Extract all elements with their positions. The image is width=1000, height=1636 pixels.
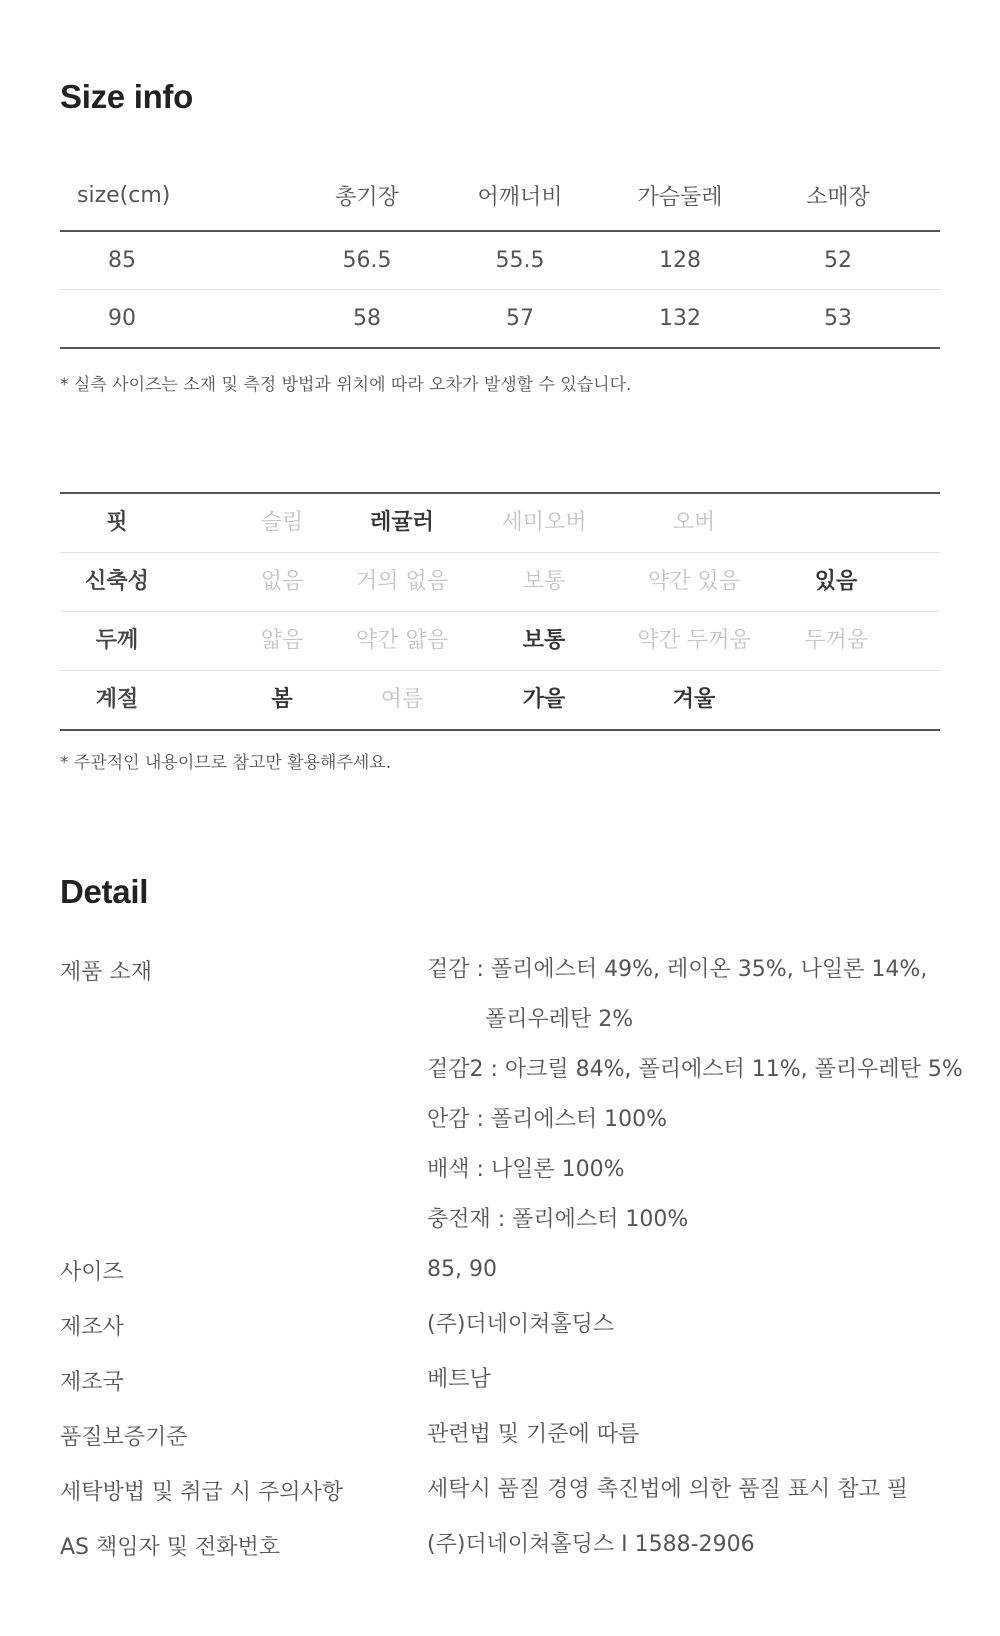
- detail-value: 겉감2 : 아크릴 84%, 폴리에스터 11%, 폴리우레탄 5%: [427, 1057, 963, 1082]
- size-table-header: [60, 160, 940, 232]
- header-size: size(cm): [77, 182, 171, 208]
- detail-row: [60, 1255, 940, 1310]
- detail-value: 겉감 : 폴리에스터 49%, 레이온 35%, 나일론 14%,: [427, 957, 928, 982]
- detail-row: [60, 955, 963, 1255]
- size-cell: 90: [108, 306, 136, 331]
- detail-values: [427, 1310, 940, 1365]
- detail-value: 폴리우레탄 2%: [485, 1007, 634, 1032]
- fit-option: 가을: [522, 687, 566, 712]
- detail-values: [427, 955, 963, 1255]
- value-cell: 56.5: [342, 248, 392, 273]
- fit-option: 오버: [672, 510, 716, 535]
- size-note: * 실측 사이즈는 소재 및 측정 방법과 위치에 따라 오차가 발생할 수 있습니다.: [60, 375, 632, 395]
- fit-option: 두꺼움: [804, 628, 868, 653]
- detail-key: 제품 소재: [60, 960, 153, 985]
- fit-option: 없음: [260, 569, 304, 594]
- detail-title: Detail: [60, 873, 149, 910]
- detail-key: 품질보증기준: [60, 1425, 188, 1450]
- detail-row: [60, 1310, 940, 1365]
- detail-row: [60, 1530, 940, 1585]
- detail-key: AS 책임자 및 전화번호: [60, 1535, 281, 1560]
- fit-option: 겨울: [672, 687, 716, 712]
- fit-row-label: 핏: [106, 510, 128, 535]
- fit-option: 보통: [522, 628, 566, 653]
- value-cell: 132: [659, 306, 701, 331]
- fit-option: 약간 있음: [647, 569, 740, 594]
- fit-option: [756, 671, 916, 729]
- detail-row: [60, 1420, 940, 1475]
- value-cell: 52: [824, 248, 852, 273]
- fit-option: 세미오버: [501, 510, 587, 535]
- table-row: [60, 232, 940, 290]
- fit-row: [60, 670, 940, 729]
- size-table: [60, 160, 940, 349]
- detail-key: 사이즈: [60, 1260, 124, 1285]
- fit-option: 슬림: [260, 510, 304, 535]
- fit-row-label: 두께: [95, 628, 139, 653]
- value-cell: 53: [824, 306, 852, 331]
- fit-option: 약간 두꺼움: [637, 628, 751, 653]
- detail-row: [60, 1475, 940, 1530]
- fit-option: 거의 없음: [355, 569, 448, 594]
- detail-value: 배색 : 나일론 100%: [427, 1157, 625, 1182]
- detail-value: 충전재 : 폴리에스터 100%: [427, 1207, 689, 1232]
- detail-values: [427, 1530, 940, 1585]
- detail-values: [427, 1475, 940, 1530]
- detail-key: 제조사: [60, 1315, 124, 1340]
- fit-option: 약간 얇음: [355, 628, 448, 653]
- header-total-length: 총기장: [335, 184, 399, 210]
- detail-values: [427, 1420, 940, 1475]
- fit-row-label: 계절: [95, 687, 139, 712]
- fit-row: [60, 494, 940, 552]
- header-sleeve: 소매장: [806, 184, 870, 210]
- size-info-title: Size info: [60, 78, 193, 115]
- detail-value: 베트남: [427, 1367, 491, 1392]
- value-cell: 55.5: [495, 248, 545, 273]
- detail-row: [60, 1365, 940, 1420]
- fit-option: 레귤러: [370, 510, 434, 535]
- fit-row: [60, 552, 940, 611]
- fit-chart: [60, 492, 940, 731]
- fit-option: 봄: [271, 687, 293, 712]
- detail-value: 85, 90: [427, 1257, 497, 1282]
- fit-row-label: 신축성: [85, 569, 149, 594]
- fit-option: 보통: [522, 569, 566, 594]
- detail-list: [60, 955, 963, 1585]
- detail-key: 세탁방법 및 취급 시 주의사항: [60, 1480, 343, 1505]
- fit-note: * 주관적인 내용이므로 참고만 활용해주세요.: [60, 753, 392, 773]
- detail-key: 제조국: [60, 1370, 124, 1395]
- fit-option: 있음: [814, 569, 858, 594]
- detail-values: [427, 1255, 940, 1310]
- fit-option: [756, 494, 916, 552]
- detail-value: 세탁시 품질 경영 촉진법에 의한 품질 표시 참고 필: [427, 1477, 908, 1502]
- value-cell: 57: [506, 306, 534, 331]
- detail-value: 관련법 및 기준에 따름: [427, 1422, 640, 1447]
- value-cell: 58: [353, 306, 381, 331]
- detail-value: 안감 : 폴리에스터 100%: [427, 1107, 668, 1132]
- fit-option: 얇음: [260, 628, 304, 653]
- table-row: [60, 290, 940, 349]
- value-cell: 128: [659, 248, 701, 273]
- fit-option: 여름: [380, 687, 424, 712]
- fit-row: [60, 611, 940, 670]
- detail-value: (주)더네이쳐홀딩스 I 1588-2906: [427, 1532, 755, 1557]
- header-chest: 가슴둘레: [637, 184, 723, 210]
- size-cell: 85: [108, 248, 136, 273]
- detail-values: [427, 1365, 940, 1420]
- detail-value: (주)더네이쳐홀딩스: [427, 1312, 615, 1337]
- header-shoulder: 어깨너비: [477, 184, 563, 210]
